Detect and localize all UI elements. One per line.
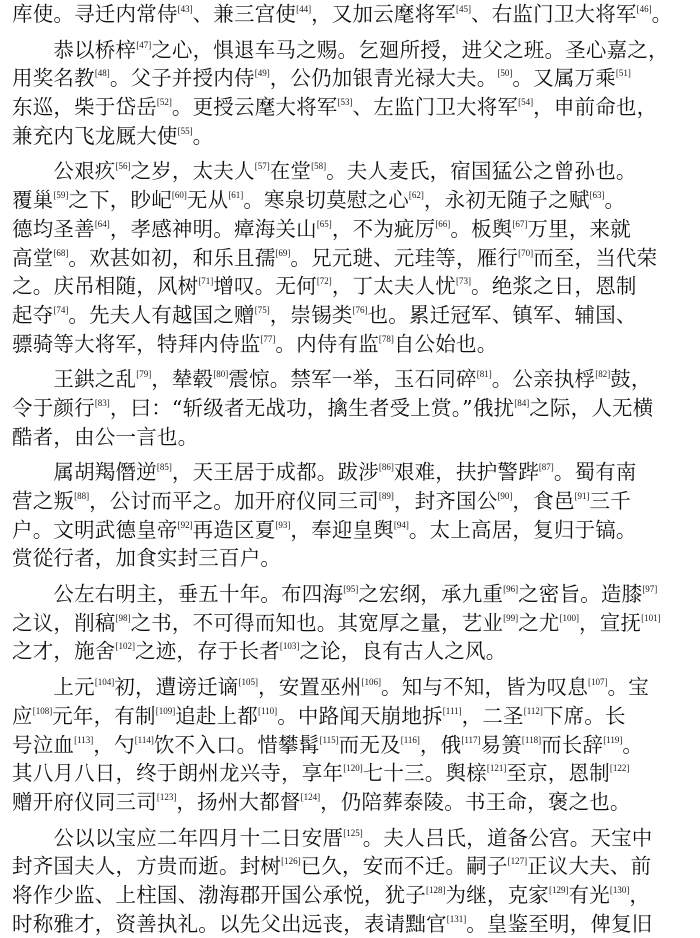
text-segment: 震惊。禁军一举，玉石同碎 [228, 367, 477, 392]
footnote-marker: [71] [198, 276, 214, 287]
text-segment: 应 [12, 703, 33, 728]
footnote-marker: [97] [642, 584, 658, 595]
text-segment: 在堂 [269, 159, 312, 184]
text-segment: 增叹。无何 [213, 274, 317, 299]
footnote-marker: [100] [559, 612, 580, 623]
text-segment: 之心，惧退车马之赐。乞廻所授，进父之班。圣心嘉之， [151, 37, 669, 62]
footnote-marker: [80] [213, 369, 229, 380]
paragraph [12, 157, 684, 358]
text-segment: 、兼三宫使 [192, 2, 297, 26]
footnote-marker: [126] [281, 856, 301, 867]
text-segment: 上元 [12, 675, 95, 700]
text-segment: 公左右明主，垂五十年。布四海 [12, 582, 344, 607]
text-line [12, 157, 684, 186]
footnote-marker: [65] [316, 218, 332, 229]
text-line [12, 64, 684, 93]
text-segment: ，崇锡类 [269, 302, 353, 327]
footnote-marker: [130] [609, 884, 630, 895]
text-line [12, 637, 684, 666]
text-segment: 有光 [568, 882, 610, 907]
footnote-marker: [131] [446, 913, 467, 924]
footnote-marker: [69] [275, 247, 291, 258]
text-segment: 之才，施舍 [12, 639, 116, 664]
text-segment: 之下，眇屺 [68, 188, 172, 213]
footnote-marker: [127] [507, 856, 528, 867]
footnote-marker: [94] [393, 519, 409, 530]
footnote-marker: [98] [115, 612, 131, 623]
text-segment: 无从 [186, 188, 229, 213]
text-segment: 。公亲执桴 [491, 367, 596, 392]
text-segment: 令于颜行 [12, 395, 95, 420]
text-segment: 兼充内飞龙厩大使 [12, 123, 178, 148]
text-segment: ，天王居于成都。跋涉 [171, 460, 379, 485]
footnote-marker: [78] [378, 333, 394, 344]
text-segment: 德均圣善 [12, 216, 95, 241]
footnote-marker: [52] [156, 97, 172, 108]
footnote-marker: [70] [518, 247, 534, 258]
text-segment: 。父子并授内侍 [109, 66, 255, 91]
text-segment: 。绝浆之日，恩制 [471, 274, 637, 299]
paragraph-gap [12, 29, 684, 36]
text-segment: 将作少监、上柱国、渤海郡开国公承悦，犹子 [12, 882, 426, 907]
text-line [12, 910, 684, 938]
footnote-marker: [91] [574, 491, 590, 501]
text-segment: 之迹，存于长者 [135, 639, 280, 664]
text-line [12, 824, 684, 853]
text-line [12, 702, 684, 731]
footnote-marker: [114] [134, 734, 154, 745]
text-line [12, 394, 684, 423]
footnote-marker: [64] [94, 218, 110, 229]
text-segment: 封齐国夫人，方贵而逝。封树 [12, 854, 282, 879]
text-line [12, 759, 684, 788]
text-segment: ，奉迎皇舆 [290, 517, 394, 542]
paragraph [12, 580, 684, 666]
text-segment: ，申前命也， [533, 95, 658, 120]
footnote-marker: [119] [603, 734, 623, 745]
paragraph-gap [12, 358, 684, 365]
text-segment: 。兄元琎、元珪等，雁行 [290, 245, 519, 270]
footnote-marker: [125] [343, 827, 363, 838]
footnote-marker: [83] [94, 397, 110, 408]
footnote-marker: [84] [514, 397, 530, 408]
text-segment: ，扬州大都督 [176, 789, 301, 814]
footnote-marker: [128] [426, 884, 446, 895]
text-line [12, 458, 684, 487]
footnote-marker: [46] [636, 4, 652, 14]
text-segment: 号泣血 [12, 732, 75, 757]
text-segment: 起夺 [12, 302, 54, 327]
footnote-marker: [82] [595, 369, 611, 380]
footnote-marker: [54] [518, 97, 534, 108]
text-segment: ，安置巫州 [258, 675, 362, 700]
text-line [12, 244, 684, 273]
text-segment: 其八月八日，终于朗州龙兴寺，享年 [12, 761, 344, 786]
footnote-marker: [85] [156, 462, 172, 473]
footnote-marker: [67] [512, 218, 528, 229]
text-segment: 。 [192, 123, 214, 148]
footnote-marker: [68] [53, 247, 69, 258]
text-segment: ，仍陪葬泰陵。书王命，褒之也。 [320, 789, 631, 814]
text-line [12, 93, 684, 122]
paragraph-gap [12, 573, 684, 580]
footnote-marker: [110] [258, 705, 278, 716]
footnote-marker: [81] [476, 369, 492, 380]
text-segment: 户。文明武德皇帝 [12, 517, 178, 542]
text-segment: 高堂 [12, 245, 54, 270]
footnote-marker: [123] [156, 791, 177, 802]
text-line [12, 881, 684, 910]
text-segment: 初，遭谤迁谪 [114, 675, 239, 700]
text-segment: 正议大夫、前 [527, 854, 652, 879]
footnote-marker: [122] [609, 763, 630, 774]
text-segment: 赠开府仪同三司 [12, 789, 157, 814]
text-segment: 。先夫人有越国之赠 [68, 302, 255, 327]
footnote-marker: [103] [279, 641, 300, 652]
text-segment: 之书，不可得而知也。其宽厚之量，艺业 [130, 610, 504, 635]
text-segment: ，孝感神明。瘴海关山 [109, 216, 317, 241]
footnote-marker: [124] [300, 791, 321, 802]
text-segment: 时称雅才，资善执礼。以先父出远丧，表请黜官 [12, 911, 447, 936]
footnote-marker: [57] [254, 161, 270, 172]
text-segment: 至京，恩制 [506, 761, 610, 786]
footnote-marker: [88] [74, 491, 90, 501]
footnote-marker: [62] [408, 190, 424, 201]
text-segment: 自公始也。 [393, 331, 498, 356]
document-body [12, 0, 684, 938]
text-segment: 。板舆 [450, 216, 513, 241]
footnote-marker: [117] [461, 734, 481, 745]
text-segment: 。中路闻天崩地拆 [277, 703, 443, 728]
footnote-marker: [116] [400, 734, 420, 745]
footnote-marker: [51] [615, 68, 631, 79]
text-segment: 之密旨。造膝 [518, 582, 643, 607]
text-segment: 下席。长 [542, 703, 626, 728]
footnote-marker: [113] [74, 734, 94, 745]
text-segment: 酷者，由公一言也。 [12, 424, 199, 449]
text-segment: 。欢甚如初，和乐且孺 [68, 245, 276, 270]
text-segment: 。太上高居，复归于镐。 [408, 517, 637, 542]
footnote-marker: [66] [435, 218, 451, 229]
footnote-marker: [47] [136, 39, 152, 50]
text-segment: 。皇鉴至明，俾复旧 [466, 911, 653, 936]
footnote-marker: [79] [136, 369, 152, 380]
footnote-marker: [77] [260, 333, 276, 344]
text-segment: 为继，克家 [445, 882, 549, 907]
text-segment: ，公仍加银青光禄大夫。 [269, 66, 498, 91]
text-segment: 、右监门卫大将军 [471, 2, 637, 26]
text-segment: 七十三。舆榇 [362, 761, 487, 786]
text-segment: ，俄 [419, 732, 462, 757]
text-segment: 易箦 [480, 732, 522, 757]
text-segment: 王鉷之乱 [12, 367, 137, 392]
footnote-marker: [115] [319, 734, 339, 745]
text-segment: 、左监门卫大将军 [352, 95, 519, 120]
paragraph-gap [12, 150, 684, 157]
paragraph [12, 458, 684, 573]
footnote-marker: [92] [177, 519, 193, 530]
footnote-marker: [61] [228, 190, 244, 201]
text-segment: 。寒泉切莫慰之心 [243, 188, 409, 213]
text-line [12, 580, 684, 609]
footnote-marker: [99] [503, 612, 519, 623]
footnote-marker: [75] [254, 304, 270, 315]
text-segment: 之际，人无横 [529, 395, 654, 420]
paragraph [12, 824, 684, 938]
text-segment: ， [629, 882, 651, 907]
footnote-marker: [111] [442, 705, 462, 716]
footnote-marker: [129] [549, 884, 569, 895]
text-line [12, 544, 684, 573]
text-segment: 属胡羯僭逆 [12, 460, 157, 485]
text-line [12, 365, 684, 394]
text-segment: 。夫人吕氏，道备公宫。天宝中 [362, 825, 653, 850]
text-segment: 也。累迁冠军、镇军、辅国、 [367, 302, 637, 327]
footnote-marker: [87] [538, 462, 554, 473]
footnote-marker: [58] [311, 161, 327, 172]
footnote-marker: [50] [497, 68, 513, 79]
text-line [12, 487, 684, 516]
text-line [12, 215, 684, 244]
text-segment: 。更授云麾大将军 [171, 95, 338, 120]
footnote-marker: [112] [523, 705, 543, 716]
footnote-marker: [43] [177, 4, 193, 14]
footnote-marker: [95] [343, 584, 359, 595]
text-segment: 鼓， [610, 367, 652, 392]
text-line [12, 673, 684, 702]
text-segment: 。蜀有南 [553, 460, 637, 485]
footnote-marker: [106] [361, 677, 382, 688]
text-line [12, 122, 684, 151]
footnote-marker: [102] [115, 641, 135, 652]
text-line [12, 788, 684, 817]
text-line [12, 36, 684, 65]
text-segment: ，二圣 [461, 703, 524, 728]
paragraph [12, 365, 684, 451]
text-segment: 而长辞 [541, 732, 604, 757]
text-line [12, 272, 684, 301]
footnote-marker: [93] [275, 519, 291, 530]
text-segment: 。又属万乘 [512, 66, 616, 91]
text-segment: 之宏纲，承九重 [358, 582, 504, 607]
footnote-marker: [108] [32, 705, 53, 716]
footnote-marker: [101] [641, 612, 661, 623]
text-segment: 库使。寻迁内常侍 [12, 2, 178, 26]
text-line [12, 423, 684, 452]
footnote-marker: [59] [53, 190, 69, 201]
footnote-marker: [73] [456, 276, 472, 287]
text-segment: 。 [622, 732, 644, 757]
text-line [12, 0, 684, 29]
footnote-marker: [45] [456, 4, 472, 14]
footnote-marker: [63] [589, 190, 605, 201]
text-segment: 赏從行者，加食实封三百户。 [12, 546, 282, 571]
text-segment: 三千 [589, 489, 631, 513]
footnote-marker: [105] [238, 677, 259, 688]
text-line [12, 852, 684, 881]
text-segment: ，又加云麾将军 [311, 2, 457, 26]
text-segment: 营之叛 [12, 489, 75, 513]
footnote-marker: [44] [296, 4, 312, 14]
text-segment: ，丁太夫人忧 [331, 274, 457, 299]
text-segment: 公以以宝应二年四月十二日安厝 [12, 825, 344, 850]
footnote-marker: [49] [254, 68, 270, 79]
footnote-marker: [48] [94, 68, 110, 79]
text-segment: 再造区夏 [192, 517, 276, 542]
text-segment: 已久，安而不迁。嗣子 [300, 854, 508, 879]
text-segment: ，勺 [93, 732, 135, 757]
text-segment: 恭以桥梓 [12, 37, 137, 62]
text-segment: ，食邑 [512, 489, 575, 513]
text-segment: ，宣抚 [579, 610, 642, 635]
text-segment: 公艰疚 [12, 159, 116, 184]
text-line [12, 301, 684, 330]
text-segment: ，封齐国公 [393, 489, 498, 513]
text-segment: ，不为疵厉 [331, 216, 436, 241]
text-segment: 而无及 [338, 732, 401, 757]
paragraph-gap [12, 817, 684, 824]
footnote-marker: [55] [177, 125, 193, 136]
text-segment: 追赴上都 [175, 703, 259, 728]
text-segment: 之议，削稿 [12, 610, 116, 635]
text-segment: 艰难，扶护警跸 [393, 460, 539, 485]
text-segment: 而至，当代荣 [533, 245, 658, 270]
footnote-marker: [86] [378, 462, 394, 473]
text-segment: 饮不入口。惜攀髯 [153, 732, 320, 757]
footnote-marker: [90] [497, 491, 513, 501]
footnote-marker: [53] [337, 97, 353, 108]
footnote-marker: [118] [521, 734, 542, 745]
paragraph [12, 673, 684, 816]
text-segment: 之。庆吊相随，风树 [12, 274, 199, 299]
footnote-marker: [74] [53, 304, 69, 315]
text-segment: ，辇毂 [151, 367, 214, 392]
paragraph-gap [12, 451, 684, 458]
footnote-marker: [109] [155, 705, 176, 716]
text-line [12, 330, 684, 359]
text-segment: 覆巢 [12, 188, 54, 213]
footnote-marker: [76] [352, 304, 368, 315]
text-segment: ，曰：“斩级者无战功，擒生者受上赏。”俄扰 [109, 395, 515, 420]
text-segment: ，公讨而平之。加开府仪同三司 [89, 489, 379, 513]
footnote-marker: [60] [171, 190, 187, 201]
text-segment: 元年，有制 [52, 703, 156, 728]
footnote-marker: [104] [94, 677, 115, 688]
paragraph [12, 0, 684, 29]
text-segment: 。 [604, 188, 626, 213]
footnote-marker: [96] [503, 584, 519, 595]
text-segment: 之岁，太夫人 [130, 159, 255, 184]
text-segment: 骠骑等大将军，特拜内侍监 [12, 331, 261, 356]
footnote-marker: [72] [316, 276, 332, 287]
text-segment: 。内侍有监 [275, 331, 379, 356]
paragraph-gap [12, 666, 684, 673]
footnote-marker: [89] [378, 491, 394, 501]
text-segment: 。 [651, 2, 673, 26]
text-segment: 用奖名教 [12, 66, 95, 91]
footnote-marker: [56] [115, 161, 131, 172]
text-segment: 。夫人麦氏，宿国猛公之曾孙也。 [326, 159, 637, 184]
text-segment: 万里，来就 [527, 216, 631, 241]
text-line [12, 609, 684, 638]
text-line [12, 186, 684, 215]
text-segment: 。知与不知，皆为叹息 [381, 675, 589, 700]
footnote-marker: [107] [588, 677, 608, 688]
text-line [12, 731, 684, 760]
text-segment: ，永初无随子之赋 [423, 188, 590, 213]
text-segment: 东巡，柴于岱岳 [12, 95, 157, 120]
footnote-marker: [120] [343, 763, 363, 774]
text-segment: 之论，良有古人之风。 [299, 639, 507, 664]
text-line [12, 516, 684, 545]
text-segment: 之尤 [518, 610, 560, 635]
paragraph [12, 36, 684, 151]
footnote-marker: [121] [486, 763, 507, 774]
text-segment: 。宝 [607, 675, 649, 700]
